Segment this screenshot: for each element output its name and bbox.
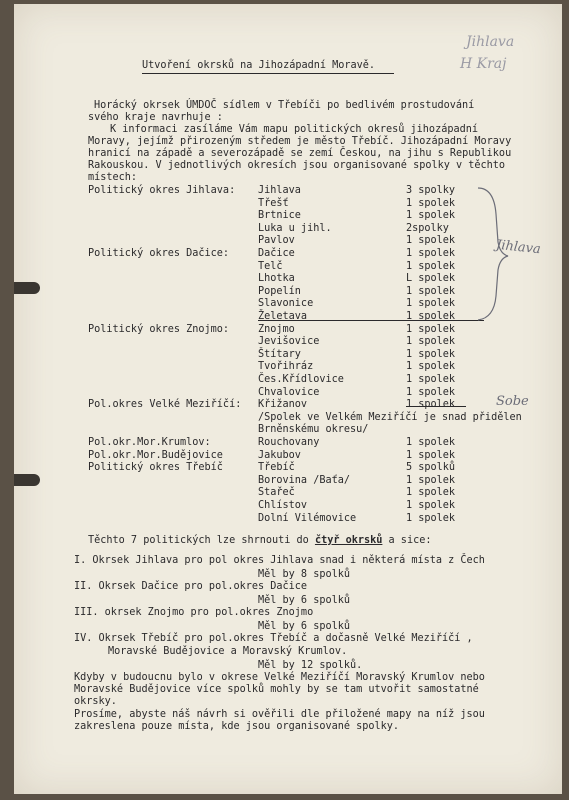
club-count: 1 spolek xyxy=(406,449,456,461)
club-count: 1 spolek xyxy=(406,386,456,398)
handwritten-jihlava: Jihlava xyxy=(495,237,542,258)
club-count: L spolek xyxy=(406,273,456,285)
closing-line: okrsky. xyxy=(74,696,117,707)
place-name: Tvořihráz xyxy=(258,361,314,373)
okrsek-line: Měl by 8 spolků xyxy=(258,569,351,580)
club-count: 1 spolek xyxy=(406,487,456,499)
place-name: Stařeč xyxy=(258,487,295,499)
place-name: Popelín xyxy=(258,285,301,297)
club-count: 1 spolek xyxy=(406,361,456,373)
place-name: Rouchovany xyxy=(258,437,320,448)
club-count: 1 spolek xyxy=(406,210,456,222)
place-name: Čes.Křídlovice xyxy=(258,374,344,385)
closing-line: Kdyby v budoucnu bylo v okrese Velké Meziříčí Moravský Krumlov nebo xyxy=(74,672,485,683)
closing-line: Moravské Budějovice více spolků mohly by se tam utvořit samostatné xyxy=(74,684,479,695)
place-name: Slavonice xyxy=(258,298,314,310)
intro-line: Horácký okrsek ÚMDOČ sídlem v Třebíči po bedlivém prostudování xyxy=(94,100,475,111)
place-name: Brněnskému okresu/ xyxy=(258,424,369,436)
club-count: 1 spolek xyxy=(406,311,456,322)
place-name: Luka u jihl. xyxy=(258,222,332,234)
club-count: 1 spolek xyxy=(406,512,456,524)
place-name: Třebíč xyxy=(258,462,295,474)
handwritten-note: Sobe xyxy=(496,394,529,409)
okrsek-line: Měl by 12 spolků. xyxy=(258,660,363,671)
club-count: 1 spolek xyxy=(406,323,456,335)
place-name: Křižanov xyxy=(258,399,308,411)
club-count: 1 spolek xyxy=(406,437,456,448)
okrsek-line: Moravské Budějovice a Moravský Krumlov. xyxy=(108,646,348,657)
separator-line-1 xyxy=(258,320,484,321)
club-count: 1 spolek xyxy=(406,285,456,297)
district-name: Politický okres Třebíč xyxy=(88,462,223,474)
intro-line: svého kraje navrhuje : xyxy=(88,112,223,123)
club-count: 1 spolek xyxy=(406,474,456,486)
place-name: Telč xyxy=(258,260,283,272)
district-name: Pol.okres Velké Meziříčí: xyxy=(88,399,242,411)
summary-line: Těchto 7 politických lze shrnouti do čtyř okrsků a sice: xyxy=(88,535,432,546)
intro-line: místech: xyxy=(88,172,138,183)
place-name: Brtnice xyxy=(258,210,301,222)
place-name: Jihlava xyxy=(258,185,301,196)
club-count: 1 spolek xyxy=(406,235,456,247)
place-name: Třešť xyxy=(258,197,289,209)
place-name: /Spolek ve Velkém Meziříčí je snad přidělen xyxy=(258,411,522,423)
place-name: Dolní Vilémovice xyxy=(258,512,357,524)
district-name: Politický okres Znojmo: xyxy=(88,323,230,335)
document-page xyxy=(14,4,562,794)
place-name: Štítary xyxy=(258,348,301,360)
okrsek-line: II. Okrsek Dačice pro pol.okres Dačice xyxy=(74,581,308,592)
club-count: 1 spolek xyxy=(406,399,456,411)
club-count: 2spolky xyxy=(406,222,449,234)
page-title: Utvoření okrsků na Jihozápadní Moravě. xyxy=(142,60,376,71)
place-name: Jakubov xyxy=(258,449,301,461)
intro-line: Moravy, jejímž přirozeným středem je město Třebíč. Jihozápadní Moravy xyxy=(88,136,512,147)
club-count: 1 spolek xyxy=(406,248,456,259)
club-count: 3 spolky xyxy=(406,185,456,196)
closing-line: Prosíme, abyste náš návrh si ověřili dle přiložené mapy na níž jsou xyxy=(74,709,485,720)
club-count: 1 spolek xyxy=(406,336,456,348)
binder-hole-top xyxy=(14,282,40,294)
place-name: Jevišovice xyxy=(258,336,320,348)
okrsek-line: Měl by 6 spolků xyxy=(258,621,351,632)
okrsek-line: Měl by 6 spolků xyxy=(258,595,351,606)
district-name: Politický okres Dačice: xyxy=(88,248,230,259)
district-name: Pol.okr.Mor.Krumlov: xyxy=(88,437,211,448)
place-name: Chlístov xyxy=(258,500,308,511)
pencil-annotation-1: Jihlava xyxy=(466,34,515,50)
place-name: Chvalovice xyxy=(258,386,320,398)
strike-line xyxy=(406,406,466,407)
place-name: Dačice xyxy=(258,248,295,259)
intro-line: K informaci zasíláme Vám mapu politických okresů jihozápadní xyxy=(110,124,479,135)
okrsek-line: I. Okrsek Jihlava pro pol okres Jihlava snad i některá místa z Čech xyxy=(74,555,485,566)
club-count: 1 spolek xyxy=(406,260,456,272)
intro-line: hranicí na západě a severozápadě se zemí Českou, na jihu s Republikou xyxy=(88,148,512,159)
club-count: 1 spolek xyxy=(406,197,456,209)
place-name: Borovina /Baťa/ xyxy=(258,474,351,486)
binder-hole-bottom xyxy=(14,474,40,486)
club-count: 5 spolků xyxy=(406,462,456,474)
title-underline xyxy=(142,73,394,74)
okrsek-line: IV. Okrsek Třebíč pro pol.okres Třebíč a dočasně Velké Meziříčí , xyxy=(74,633,473,644)
club-count: 1 spolek xyxy=(406,374,456,385)
place-name: Pavlov xyxy=(258,235,295,247)
closing-line: zakreslena pouze místa, kde jsou organisované spolky. xyxy=(74,721,400,732)
place-name: Želetava xyxy=(258,311,308,322)
okrsek-line: III. okrsek Znojmo pro pol.okres Znojmo xyxy=(74,607,314,618)
district-name: Pol.okr.Mor.Budějovice xyxy=(88,449,223,461)
place-name: Znojmo xyxy=(258,323,295,335)
place-name: Lhotka xyxy=(258,273,295,285)
club-count: 1 spolek xyxy=(406,348,456,360)
club-count: 1 spolek xyxy=(406,500,456,511)
district-name: Politický okres Jihlava: xyxy=(88,185,236,196)
intro-line: Rakouskou. V jednotlivých okresích jsou organisované spolky v těchto xyxy=(88,160,506,171)
club-count: 1 spolek xyxy=(406,298,456,310)
pencil-annotation-2: H Kraj xyxy=(460,56,507,72)
